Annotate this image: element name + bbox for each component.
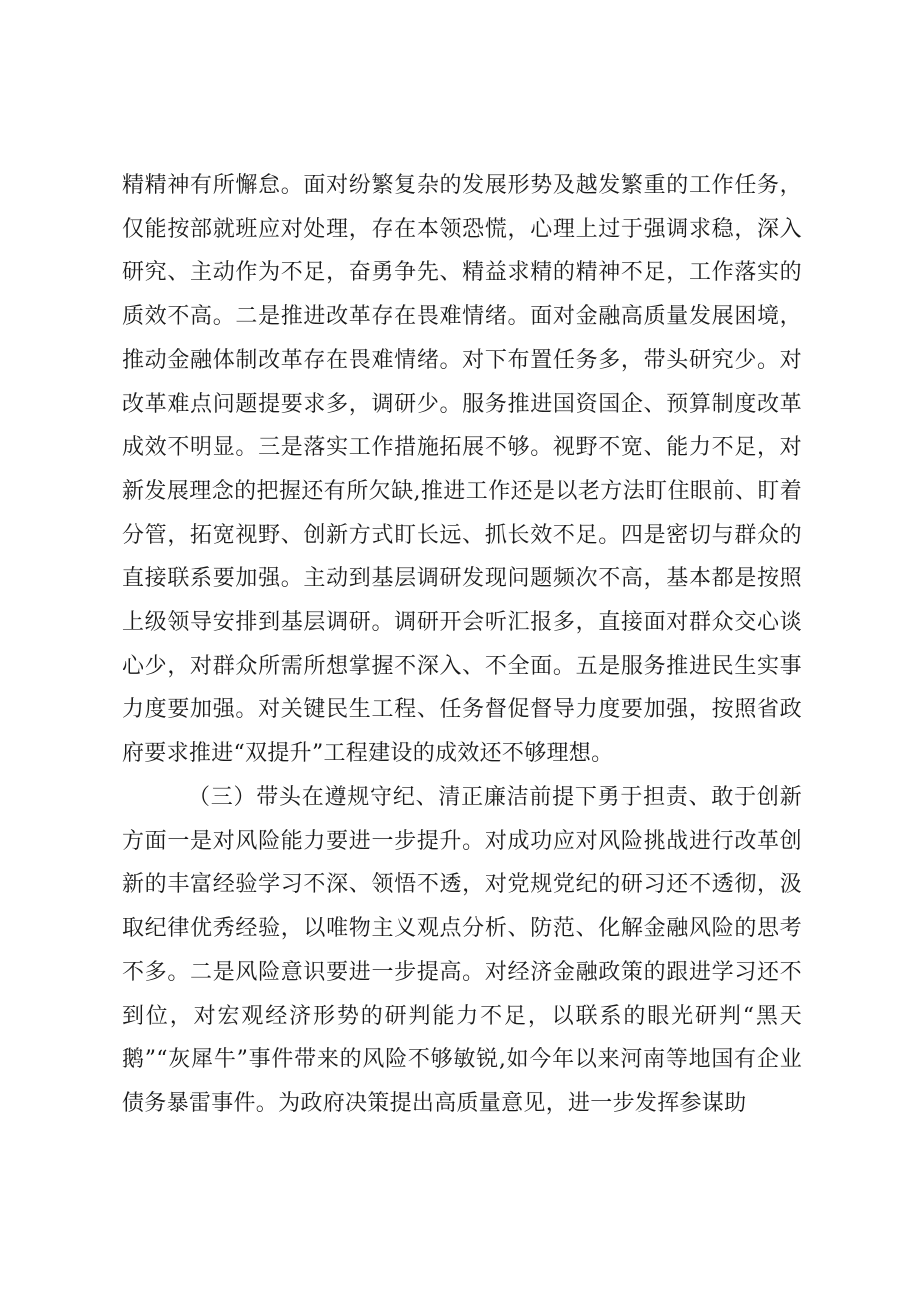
body-text-block xyxy=(122,164,802,776)
body-text-block xyxy=(122,776,802,1126)
paragraph-continuation: 精精神有所懈怠。面对纷繁复杂的发展形势及越发繁重的工作任务，仅能按部就班应对处理，存在本领恐慌，心理上过于强调求稳，深入研究、主动作为不足，奋勇争先、精益求精的精神不足，工作落实的质效不高。二是推进改革存在畏难情绪。面对金融高质量发展困境，推动金融体制改革存在畏难情绪。对下布置任务多，带头研究少。对改革难点问题提要求多，调研少。服务推进国资国企、预算制度改革成效不明显。三是落实工作措施拓展不够。视野不宽、能力不足，对新发展理念的把握还有所欠缺,推进工作还是以老方法盯住眼前、盯着分管，拓宽视野、创新方式盯长远、抓长效不足。四是密切与群众的直接联系要加强。主动到基层调研发现问题频次不高，基本都是按照上级领导安排到基层调研。调研开会听汇报多，直接面对群众交心谈心少，对群众所需所想掌握不深入、不全面。五是服务推进民生实事力度要加强。对关键民生工程、任务督促督导力度要加强，按照省政府要求推进“双提升”工程建设的成效还不够理想。 xyxy=(122,173,802,767)
paragraph-section-three: （三）带头在遵规守纪、清正廉洁前提下勇于担责、敢于创新方面一是对风险能力要进一步提升。对成功应对风险挑战进行改革创新的丰富经验学习不深、领悟不透，对党规党纪的研习还不透彻，汲取纪律优秀经验，以唯物主义观点分析、防范、化解金融风险的思考不多。二是风险意识要进一步提高。对经济金融政策的跟进学习还不到位，对宏观经济形势的研判能力不足，以联系的眼光研判“黑天鹅”“灰犀牛”事件带来的风险不够敏锐,如今年以来河南等地国有企业债务暴雷事件。为政府决策提出高质量意见，进一步发挥参谋助 xyxy=(122,785,802,1116)
